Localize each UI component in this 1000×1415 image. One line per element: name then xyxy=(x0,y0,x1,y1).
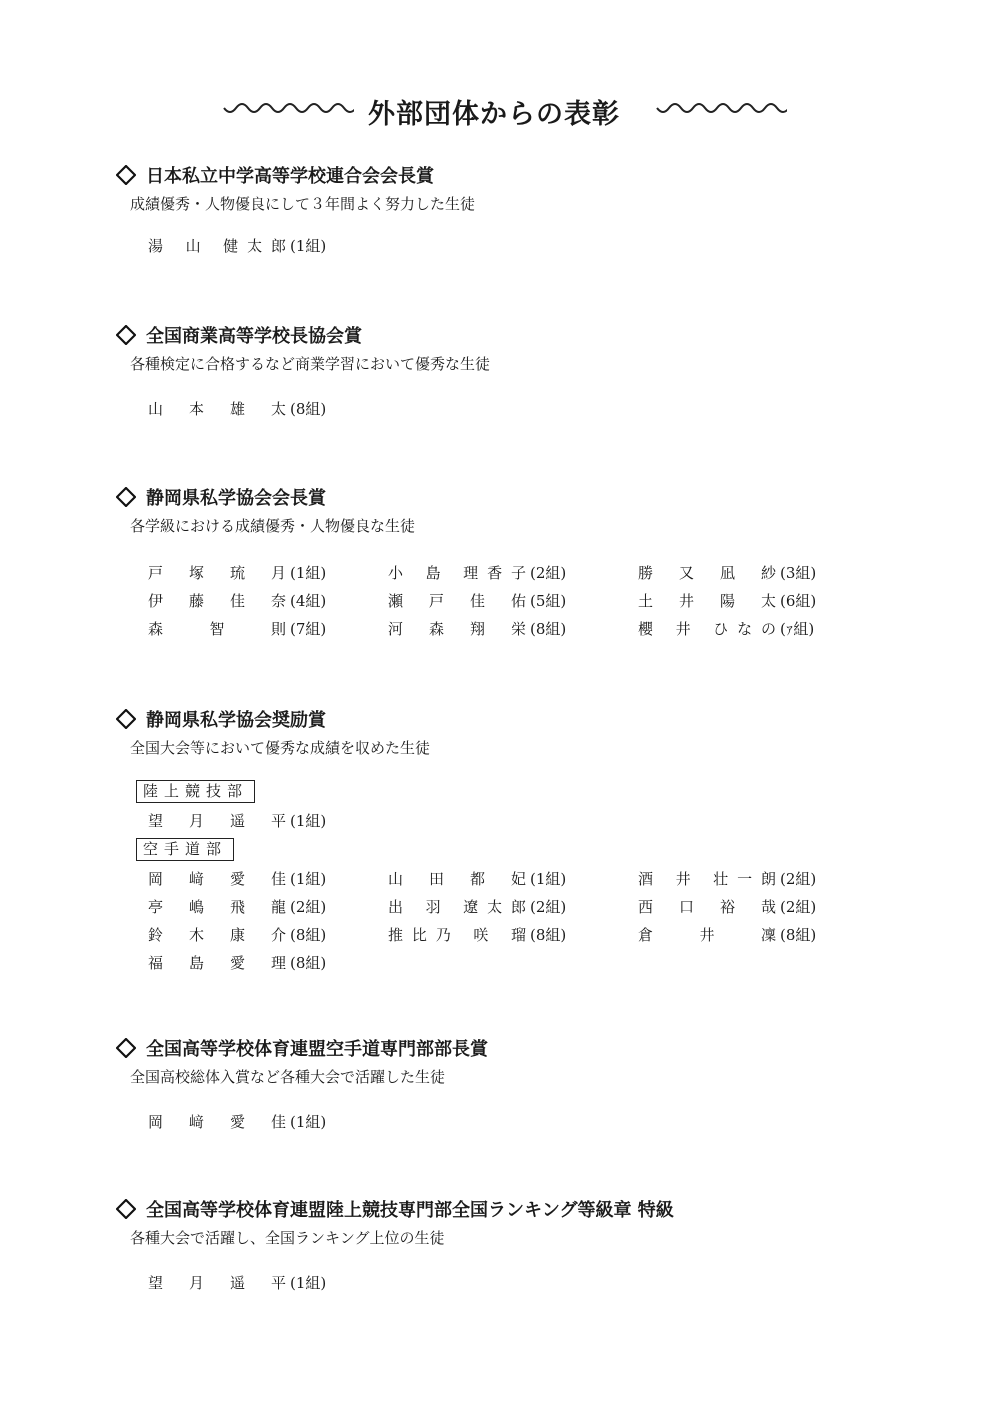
award-section xyxy=(116,1035,876,1131)
recipient: 岡 﨑 愛 佳 (1組) xyxy=(148,870,327,888)
section-description: 各種大会で活躍し、全国ランキング上位の生徒 xyxy=(130,1229,445,1247)
recipient: 森 智 則 (7組) xyxy=(148,620,327,638)
recipient: 櫻 井 ひなの (ｧ組) xyxy=(638,620,815,638)
section-title: 全国高等学校体育連盟空手道専門部部長賞 xyxy=(146,1039,488,1060)
recipient: 出 羽 遼太郎 (2組) xyxy=(388,898,567,916)
section-description: 全国高校総体入賞など各種大会で活躍した生徒 xyxy=(130,1068,446,1086)
recipient-list xyxy=(143,780,817,980)
award-section xyxy=(116,1196,876,1292)
recipient: 瀬 戸 佳 佑 (5組) xyxy=(388,592,567,610)
award-section xyxy=(116,322,876,418)
page-header xyxy=(0,88,1000,132)
recipient: 山 田 都 妃 (1組) xyxy=(388,870,567,888)
recipient: 推比乃 咲 瑠 (8組) xyxy=(388,926,567,944)
recipient: 伊 藤 佳 奈 (4組) xyxy=(148,592,327,610)
recipient: 倉 井 凜 (8組) xyxy=(638,926,817,944)
section-title: 静岡県私学協会会長賞 xyxy=(146,488,326,509)
wave-ornament-right xyxy=(655,102,787,118)
diamond-icon xyxy=(116,709,136,729)
recipient: 亭 嶋 飛 龍 (2組) xyxy=(148,898,327,916)
section-description: 全国大会等において優秀な成績を収めた生徒 xyxy=(130,739,431,757)
club-label: 陸上競技部 xyxy=(136,780,255,803)
diamond-icon xyxy=(116,325,136,345)
section-title: 全国高等学校体育連盟陸上競技専門部全国ランキング等級章 特級 xyxy=(146,1200,674,1221)
recipient: 望 月 遥 平 (1組) xyxy=(148,1274,327,1292)
recipient: 山 本 雄 太 (8組) xyxy=(148,400,327,418)
club-label: 空手道部 xyxy=(136,838,234,861)
diamond-icon xyxy=(116,165,136,185)
award-section xyxy=(116,706,876,972)
section-title: 全国商業高等学校長協会賞 xyxy=(146,326,362,347)
diamond-icon xyxy=(116,487,136,507)
recipient: 望 月 遥 平 (1組) xyxy=(148,812,327,830)
section-title: 静岡県私学協会奨励賞 xyxy=(146,710,326,731)
recipient: 戸 塚 琉 月 (1組) xyxy=(148,564,327,582)
recipient: 小 島 理香子 (2組) xyxy=(388,564,567,582)
section-title: 日本私立中学高等学校連合会会長賞 xyxy=(146,166,434,187)
recipient: 勝 又 凪 紗 (3組) xyxy=(638,564,817,582)
section-description: 成績優秀・人物優良にして３年間よく努力した生徒 xyxy=(130,195,476,213)
recipient: 西 口 裕 哉 (2組) xyxy=(638,898,817,916)
page-title: 外部団体からの表彰 xyxy=(368,99,620,130)
diamond-icon xyxy=(116,1199,136,1219)
diamond-icon xyxy=(116,1038,136,1058)
recipient: 土 井 陽 太 (6組) xyxy=(638,592,817,610)
award-section xyxy=(116,162,876,255)
award-section xyxy=(116,484,876,638)
wave-ornament-left xyxy=(222,102,354,118)
recipient: 福 島 愛 理 (8組) xyxy=(148,954,327,972)
section-description: 各種検定に合格するなど商業学習において優秀な生徒 xyxy=(130,355,491,373)
recipient: 酒 井 壮一朗 (2組) xyxy=(638,870,817,888)
section-description: 各学級における成績優秀・人物優良な生徒 xyxy=(130,517,416,535)
recipient: 湯 山 健太郎 (1組) xyxy=(148,237,327,255)
recipient: 鈴 木 康 介 (8組) xyxy=(148,926,327,944)
recipient: 河 森 翔 栄 (8組) xyxy=(388,620,567,638)
recipient: 岡 﨑 愛 佳 (1組) xyxy=(148,1113,327,1131)
